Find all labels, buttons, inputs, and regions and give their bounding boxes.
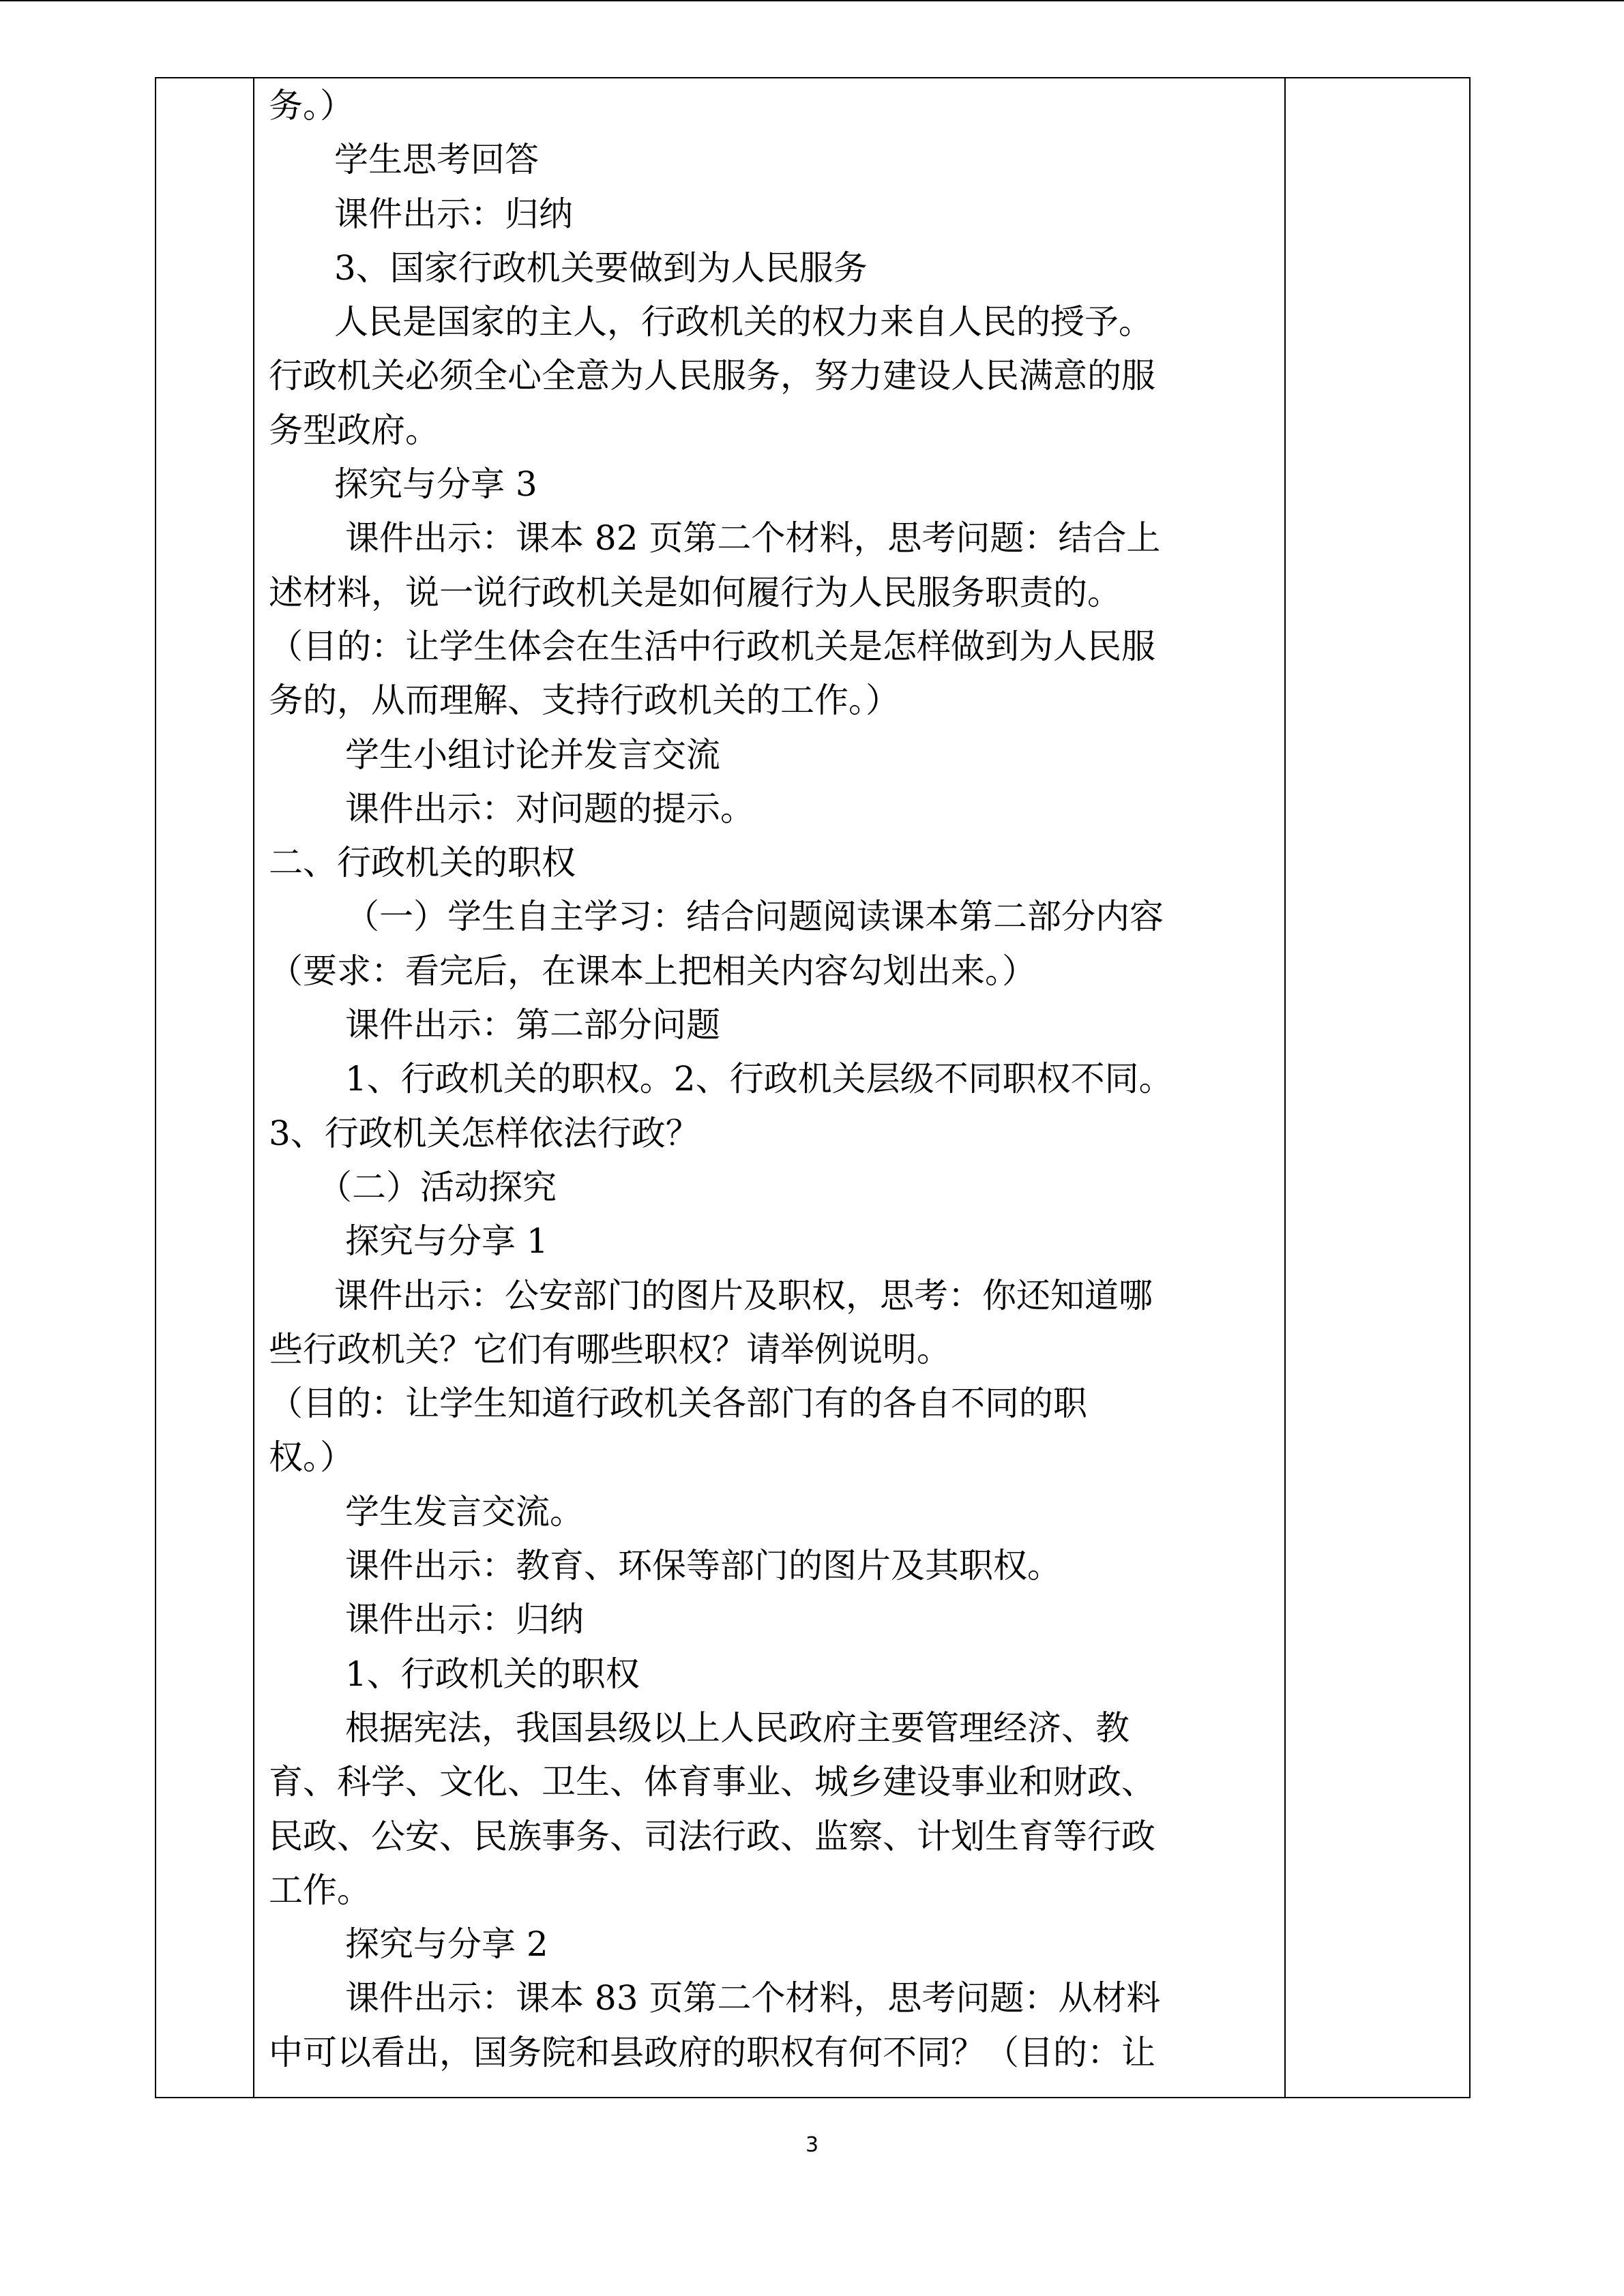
text-line: 课件出示：第二部分问题 [345, 1005, 720, 1045]
text-line: 工作。 [269, 1870, 371, 1910]
page-top-edge [0, 0, 1624, 1]
table-column-divider-left [253, 78, 254, 2097]
text-line: 行政机关必须全心全意为人民服务，努力建设人民满意的服 [269, 356, 1155, 396]
text-line: 3、行政机关怎样依法行政？ [269, 1113, 700, 1153]
text-line: 探究与分享 3 [334, 464, 537, 505]
text-line: 课件出示：课本 82 页第二个材料，思考问题：结合上 [345, 518, 1161, 558]
text-line: 民政、公安、民族事务、司法行政、监察、计划生育等行政 [269, 1816, 1155, 1856]
page-number: 3 [805, 2133, 819, 2157]
text-line: （目的：让学生知道行政机关各部门有的各自不同的职 [269, 1384, 1087, 1424]
lesson-content [269, 79, 1265, 2080]
text-line: 学生思考回答 [334, 140, 539, 180]
text-line: 育、科学、文化、卫生、体育事业、城乡建设事业和财政、 [269, 1762, 1155, 1802]
text-line: 课件出示：归纳 [345, 1600, 584, 1640]
text-line: 探究与分享 2 [345, 1924, 548, 1965]
text-line: 1、行政机关的职权 [345, 1654, 640, 1694]
text-line: （二）活动探究 [318, 1167, 557, 1207]
text-line: （一）学生自主学习：结合问题阅读课本第二部分内容 [345, 897, 1164, 937]
text-line: 3、国家行政机关要做到为人民服务 [334, 248, 868, 288]
text-line: 学生发言交流。 [345, 1491, 584, 1532]
text-line: 务型政府。 [269, 410, 439, 450]
text-line: 务。） [269, 86, 354, 125]
text-line: 课件出示：教育、环保等部门的图片及其职权。 [345, 1546, 1061, 1586]
text-line: （要求：看完后，在课本上把相关内容勾划出来。） [269, 951, 1036, 991]
text-line: 课件出示：归纳 [334, 194, 573, 234]
text-line: 课件出示：对问题的提示。 [345, 788, 754, 829]
text-line: 些行政机关？它们有哪些职权？请举例说明。 [269, 1329, 951, 1369]
text-line: 探究与分享 1 [345, 1221, 548, 1262]
text-line: （目的：让学生体会在生活中行政机关是怎样做到为人民服 [269, 626, 1155, 666]
text-line: 权。） [269, 1437, 354, 1478]
text-line: 学生小组讨论并发言交流 [345, 734, 720, 775]
text-line: 二、行政机关的职权 [269, 843, 576, 883]
text-line: 课件出示：公安部门的图片及职权，思考：你还知道哪 [334, 1275, 1153, 1315]
text-line: 课件出示：课本 83 页第二个材料，思考问题：从材料 [345, 1978, 1161, 2018]
text-line: 中可以看出，国务院和县政府的职权有何不同？（目的：让 [269, 2032, 1155, 2072]
text-line: 根据宪法，我国县级以上人民政府主要管理经济、教 [345, 1708, 1130, 1748]
table-column-divider-right [1284, 78, 1286, 2097]
text-line: 务的，从而理解、支持行政机关的工作。） [269, 681, 900, 721]
text-line: 人民是国家的主人，行政机关的权力来自人民的授予。 [334, 302, 1153, 342]
text-line: 述材料，说一说行政机关是如何履行为人民服务职责的。 [269, 572, 1121, 612]
text-line: 1、行政机关的职权。2、行政机关层级不同职权不同。 [345, 1059, 1173, 1099]
